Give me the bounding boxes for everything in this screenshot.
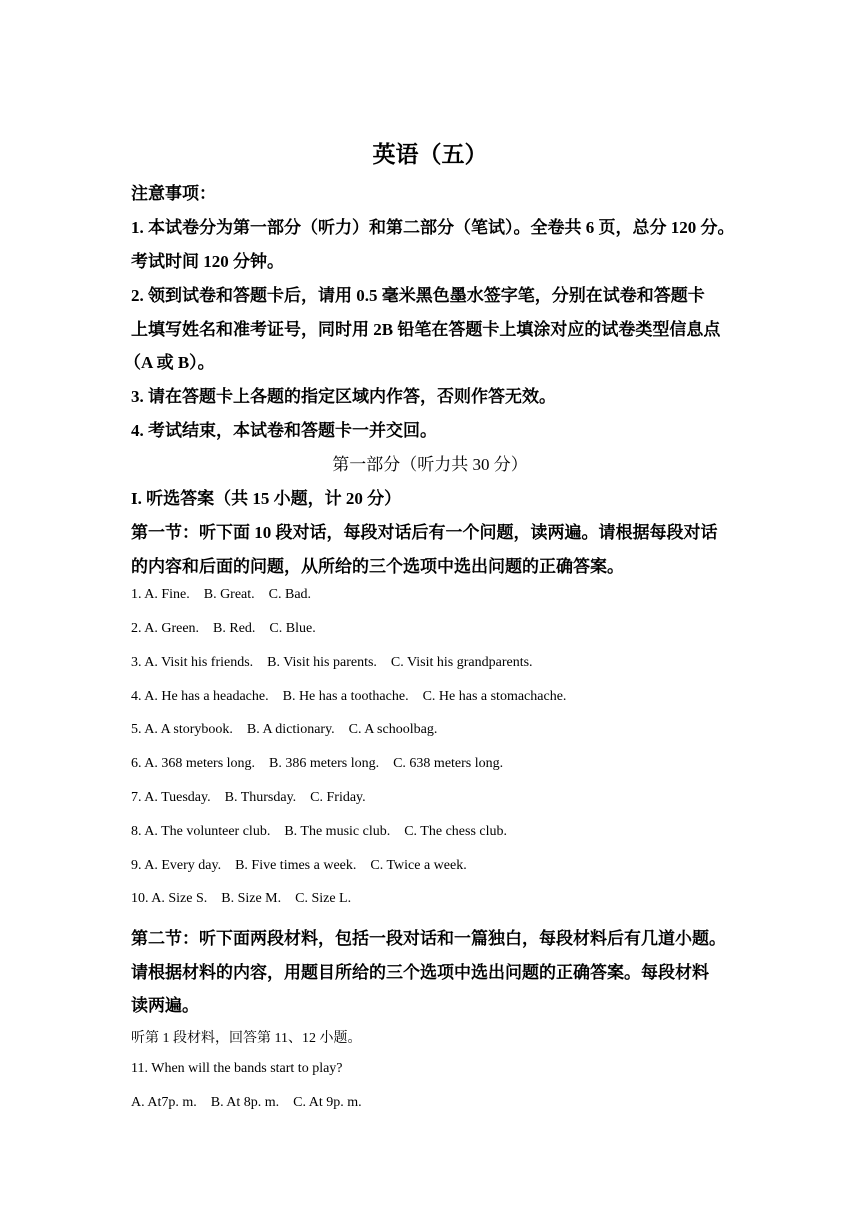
notice-line: 1. 本试卷分为第一部分（听力）和第二部分（笔试）。全卷共 6 页，总分 120 分。 — [131, 218, 735, 237]
sub2-instruction: 读两遍。 — [131, 996, 199, 1015]
question-6: 6. A. 368 meters long. B. 386 meters long. C. 638 meters long. — [131, 756, 504, 771]
question-3: 3. A. Visit his friends. B. Visit his parents. C. Visit his grandparents. — [131, 655, 533, 670]
sub1-instruction: 的内容和后面的问题，从所给的三个选项中选出问题的正确答案。 — [131, 557, 624, 576]
part1-heading: 第一部分（听力共 30 分） — [332, 455, 528, 474]
question-11: 11. When will the bands start to play? — [131, 1061, 343, 1076]
question-4: 4. A. He has a headache. B. He has a toothache. C. He has a stomachache. — [131, 689, 567, 704]
question-7: 7. A. Tuesday. B. Thursday. C. Friday. — [131, 790, 366, 805]
question-5: 5. A. A storybook. B. A dictionary. C. A schoolbag. — [131, 722, 438, 737]
notice-line: 3. 请在答题卡上各题的指定区域内作答，否则作答无效。 — [131, 387, 556, 406]
question-10: 10. A. Size S. B. Size M. C. Size L. — [131, 891, 352, 906]
sub1-instruction: 第一节：听下面 10 段对话，每段对话后有一个问题，读两遍。请根据每段对话 — [131, 523, 718, 542]
question-8: 8. A. The volunteer club. B. The music club. C. The chess club. — [131, 824, 507, 839]
notice-line: 4. 考试结束，本试卷和答题卡一并交回。 — [131, 421, 437, 440]
material1-note: 听第 1 段材料，回答第 11、12 小题。 — [131, 1031, 362, 1046]
notice-line: 上填写姓名和准考证号，同时用 2B 铅笔在答题卡上填涂对应的试卷类型信息点 — [131, 320, 721, 339]
section-heading: I. 听选答案（共 15 小题，计 20 分） — [131, 489, 402, 508]
sub2-instruction: 第二节：听下面两段材料，包括一段对话和一篇独白，每段材料后有几道小题。 — [131, 929, 726, 948]
sub2-instruction: 请根据材料的内容，用题目所给的三个选项中选出问题的正确答案。每段材料 — [131, 963, 709, 982]
question-1: 1. A. Fine. B. Great. C. Bad. — [131, 587, 312, 602]
notice-line: 考试时间 120 分钟。 — [131, 252, 284, 271]
notice-line: 2. 领到试卷和答题卡后，请用 0.5 毫米黑色墨水签字笔，分别在试卷和答题卡 — [131, 286, 705, 305]
question-2: 2. A. Green. B. Red. C. Blue. — [131, 621, 316, 636]
question-11-options: A. At7p. m. B. At 8p. m. C. At 9p. m. — [131, 1095, 362, 1110]
notice-line: （A 或 B）。 — [124, 353, 215, 372]
page-title: 英语（五） — [372, 142, 488, 167]
notice-heading: 注意事项： — [131, 184, 216, 203]
question-9: 9. A. Every day. B. Five times a week. C. Twice a week. — [131, 858, 467, 873]
